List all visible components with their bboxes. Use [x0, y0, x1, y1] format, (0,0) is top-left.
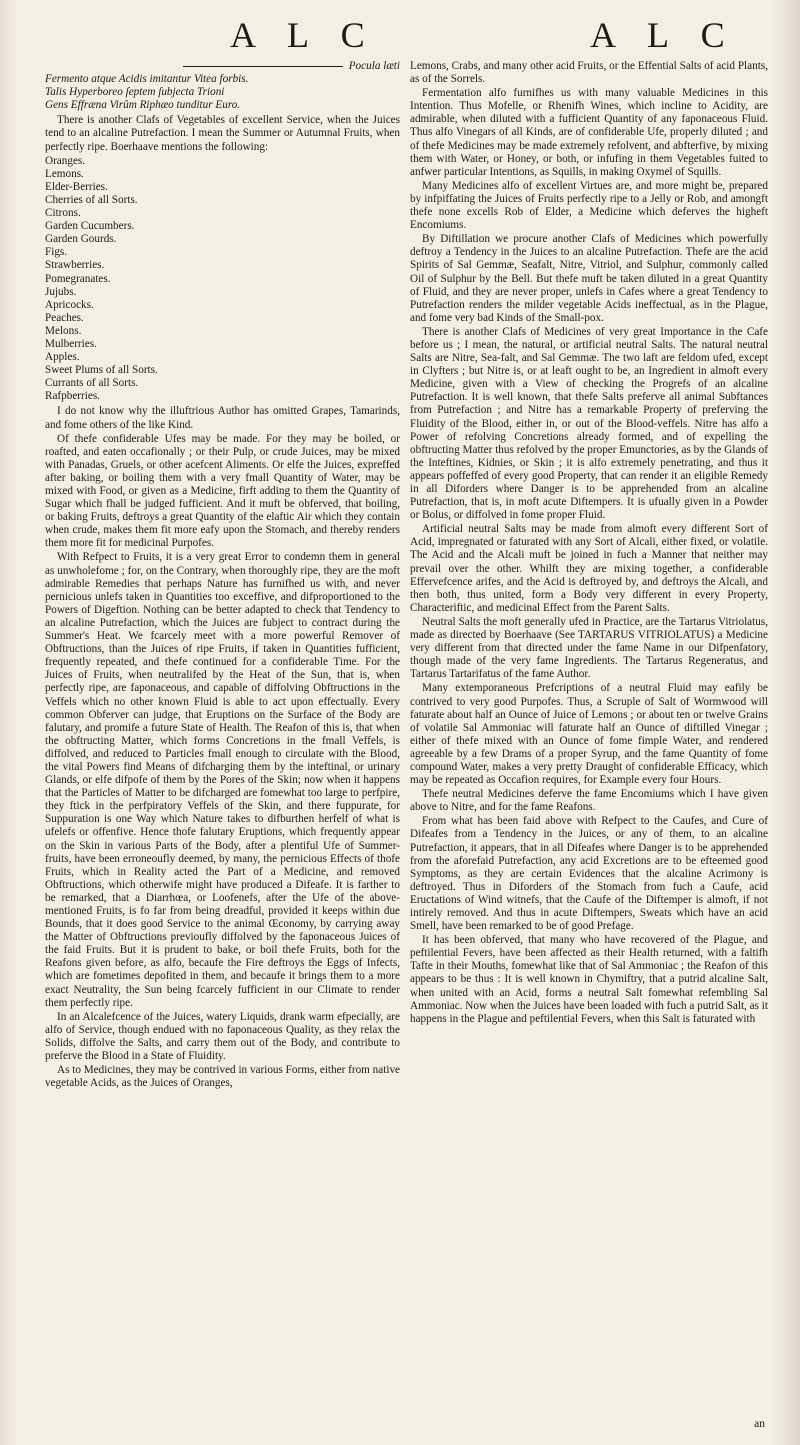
- header-left: A L C: [230, 15, 377, 55]
- paragraph: Thefe neutral Medicines deferve the fame Encomiums which I have given above to Nitre, and for the fame Reafons.: [410, 788, 768, 814]
- list-item: Currants of all Sorts.: [45, 377, 139, 390]
- catchword: an: [754, 1418, 765, 1430]
- list-item: Garden Cucumbers.: [45, 220, 135, 233]
- paragraph: Fermentation alfo furnifhes us with many valuable Medicines in this Intention. Thus Mofelle, or Rhenifh Wines, which incline to Acidity, are admirable, when diluted with a fufficient Quantity of any faponaceous Fluid. Thus alfo Vinegars of all Kinds, are of confiderable Ufe, properly diluted ; and of thefe Medicines may be made extremely refolvent, and abfterfive, by mixing them with Water, or Honey, or both, or infufing in them Vegetables fuited to anfwer particular Intentions, as Squills, in making Oxymel of Squills.: [410, 87, 768, 178]
- list-item: Apricocks.: [45, 298, 94, 311]
- list-item: Cherries of all Sorts.: [45, 193, 138, 206]
- paragraph: In an Alcalefcence of the Juices, watery Liquids, drank warm efpecially, are alfo of Service, though endued with no faponaceous Quality, as they relax the Solids, diffolve the Salts, and carry them out of the Body, and contribute to preferve the Blood in a State of Fluidity.: [45, 1010, 400, 1063]
- page-gutter-shadow: [0, 0, 18, 1445]
- paragraph: Artificial neutral Salts may be made from almoft every different Sort of Acid, impregnated or faturated with any Sort of Alcali, either fixed, or volatile. The Acid and the Alcali muft be joined in fuch a Manner that neither may prevail over the other. Whilft they are mixing together, a confiderable Effervefcence arifes, and the Acid is deftroyed by, and deftroys the Alcali, and then both, thus united, form a Body very different in every Property, Characteriftic, and medicinal Effect from the Parent Salts.: [410, 523, 768, 614]
- list-item: Melons.: [45, 324, 82, 337]
- verse-line: Gens Effræna Virûm Riphæo tunditur Euro.: [45, 99, 241, 112]
- list-item: Garden Gourds.: [45, 233, 117, 246]
- verse-line: Pocula læti: [45, 60, 400, 73]
- paragraph: There is another Clafs of Vegetables of excellent Service, when the Juices tend to an alcaline Putrefaction. I mean the Summer or Autumnal Fruits, when perfectly ripe. Boerhaave mentions the following:: [45, 114, 400, 153]
- verse-line: Fermento atque Acidis imitantur Vitea forbis.: [45, 73, 249, 86]
- paragraph: Of thefe confiderable Ufes may be made. For they may be boiled, or roafted, and eaten occafionally ; or their Pulp, or crude Juices, may be mixed with Panadas, Gruels, or other acefcent Aliments. Or elfe the Juices, expreffed after baking, or boiling them with a very fmall Quantity of Water, may be mixed with Food, or given as a Medicine, firft adding to them the Quantity of Sugar which fhall be judged fufficient. And it muft be obferved, that boiling, or baking Fruits, deftroys a great Quantity of the elaftic Air which they contain when crude, makes them fit more eafy upon the Stomach, and thereby renders them more fit for medicinal Purpofes.: [45, 432, 400, 550]
- list-item: Mulberries.: [45, 337, 97, 350]
- paragraph: Lemons, Crabs, and many other acid Fruits, or the Effential Salts of acid Plants, as of the Sorrels.: [410, 60, 768, 86]
- list-item: Elder-Berries.: [45, 180, 108, 193]
- list-item: Oranges.: [45, 154, 86, 167]
- paragraph: By Diftillation we procure another Clafs of Medicines which powerfully deftroy a Tendency in the Juices to an alcaline Putrefaction. Thefe are the acid Spirits of Sal Gemmæ, Seafalt, Nitre, Vitriol, and Sulphur, commonly called Oil of Sulphur by the Bell. But thefe muft be taken diluted in a great Quantity of Fluid, and they are never proper, unlefs in Cafes where a great Tendency to Putrefaction renders the milder vegetable Acids ineffectual, as in the Plague, and fome very bad Kinds of the Small-pox.: [410, 233, 768, 324]
- paragraph: Many Medicines alfo of excellent Virtues are, and more might be, prepared by infpiffating the Juices of Fruits perfectly ripe to a Jelly or Rob, and amongft thefe none excells Rob of Elder, a Medicine which deferves the higheft Encomiums.: [410, 179, 768, 232]
- page-edge-shadow: [772, 0, 800, 1445]
- list-item: Peaches.: [45, 311, 84, 324]
- list-item: Rafpberries.: [45, 390, 100, 403]
- paragraph: With Refpect to Fruits, it is a very great Error to condemn them in general as unwholefome ; for, on the Contrary, when thoroughly ripe, they are the moft admirable Remedies that perhaps Nature has furnifhed us with, and never pernicious unlefs taken in Quantities too exceffive, and difproportioned to the Powers of Digeftion. Nothing can be better adapted to check that Tendency to an alcaline Putrefaction, which the Juices are fubject to contract during the Summer's Heat. We fcarcely meet with a more powerful Remover of Obftructions, than the Juices of ripe Fruits, if taken in Quantities fufficient, frequently repeated, and thefe continued for a confiderable Time. For the Juices of Fruits, when neutralifed by the Heat of the Sun, that is, when perfectly ripe, are faponaceous, and capable of diffolving Obftructions in the Veffels which no other known Fluid is able to act upon effectually. Every common Obferver can judge, that Eruptions on the Surface of the Body are falutary, and promife a future State of Health. The Reafon of this is, that when the obftructing Matter, which forms Concretions in the fmall Veffels, is diffolved, and reduced to Particles fmall enough to circulate with the Blood, the vital Powers find Means of difcharging them by the inteftinal, or urinary Glands, or elfe difpofe of them by the Pores of the Skin; now when it happens that the Particles of Matter to be difcharged are fomewhat too large to perfpire, they ftick in the perfpiratory Veffels of the Skin, and there fuppurate, for Suppuration is one Way which Nature takes to difburthen herfelf of what is ufelefs or offenfive. Hence thofe falutary Eruptions, which frequently appear on the Skin in various Parts of the Body, after a plentiful Ufe of Summer-fruits, have been erroneoufly deemed, by many, the pernicious Effects of thofe Fruits, which in Reality acted the Part of a Medicine, and removed Obftructions, which otherwife might have produced a Difeafe. It is farther to be remarked, that a Diarrhœa, or Loofenefs, after the Ufe of the above-mentioned Fruits, is fo far from being dreadful, provided it keeps within due Bounds, that it does good Service to the animal Œconomy, by carrying away the Matter of Obftructions previoufly diffolved by the faponaceous Juices of the faid Fruits. But it is prudent to bake, or boil thefe Fruits, both for the Reafons given before, as alfo, becaufe the Fire deftroys the Eggs of Infects, which are fometimes depofited in them, and becaufe it brings them to a more exact Neutrality, the Sun being fcarcely fufficient in our Climate to render them perfectly ripe.: [45, 551, 400, 1009]
- paragraph: There is another Clafs of Medicines of very great Importance in the Cafe before us ; I mean, the natural, or artificial neutral Salts. The natural neutral Salts are Nitre, Sea-falt, and Sal Gemmæ. The two laft are feldom ufed, except in Clyfters ; but Nitre is, or at leaft ought to be, an Ingredient in almoft every Medicine, given with a View of checking the Progrefs of an alcaline Putrefaction. It is well known, that thefe Salts preferve all animal Subftances from Putrefaction ; and Nitre has a remarkable Property of preferving the Fluidity of the Blood, either in, or out of the Blood-veffels. Nitre has alfo a Power of refolving Concretions already formed, and of expelling the obftructing Matter thus refolved by the proper Emunctories, as by the Glands of the Inteftines, Kidnies, or Skin ; it is alfo extremely penetrating, and thus it appears poffeffed of every good Property, that can render it an eligible Remedy in all Diforders where Danger is to be apprehended from an alcaline Putrefaction, that is, in moft acute Diftempers. It is ufually given in a Powder or Bolus, or diffolved in fome proper Fluid.: [410, 325, 768, 522]
- list-item: Pomegranates.: [45, 272, 111, 285]
- paragraph: As to Medicines, they may be contrived in various Forms, either from native vegetable Acids, as the Juices of Oranges,: [45, 1064, 401, 1090]
- list-item: Lemons.: [45, 167, 84, 180]
- latin-verse: [45, 60, 400, 112]
- header-right: A L C: [590, 15, 737, 55]
- list-item: Citrons.: [45, 207, 81, 220]
- list-item: Jujubs.: [45, 285, 77, 298]
- paragraph: From what has been faid above with Refpect to the Caufes, and Cure of Difeafes from a Tendency in the Juices, or any of them, to an alcaline Putrefaction, it appears, that in all Difeafes where Danger is to be apprehended from the aforefaid Putrefaction, any acid Excretions are to be efteemed good Symptoms, as they are certain Evidences that the alcaline Acrimony is deftroyed. Thus in Diforders of the Stomach from fuch a Caufe, acid Eructations of Wind witnefs, that the Caufe of the Diftemper is almoft, if not intirely removed. And thus in acute Diftempers, Sweats which have an acid Smell, have been remarked to be of good Prefage.: [410, 815, 768, 933]
- list-item: Figs.: [45, 246, 68, 259]
- paragraph: Many extemporaneous Prefcriptions of a neutral Fluid may eafily be contrived to very good Purpofes. Thus, a Scruple of Salt of Wormwood will faturate about half an Ounce of Juice of Lemons ; or about ten or twelve Grains of volatile Sal Ammoniac will faturate half an Ounce of diftilled Vinegar ; either of thefe mixed with an Ounce of fome fimple Water, and rendered agreeable by a few Drams of a proper Syrup, and the fame Quantity of fome compound Water, makes a very pretty Draught of confiderable Efficacy, which may be repeated as Occafion requires, for Example every four Hours.: [410, 682, 768, 787]
- right-column: [410, 60, 768, 1027]
- paragraph: Neutral Salts the moft generally ufed in Practice, are the Tartarus Vitriolatus, made as directed by Boerhaave (See TARTARUS VITRIOLATUS) a Medicine very different from that directed under the fame Name in our Difpenfatory, though made of the very fame Ingredients. The Tartarus Regeneratus, and Tartarus Tartarifatus of the fame Author.: [410, 615, 768, 681]
- verse-line: Talis Hyperboreo ſeptem ſubjecta Trioni: [45, 86, 225, 99]
- list-item: Apples.: [45, 351, 80, 364]
- fruit-list: [45, 155, 400, 404]
- paragraph: I do not know why the illuftrious Author has omitted Grapes, Tamarinds, and fome others of the like Kind.: [45, 405, 400, 431]
- paragraph: It has been obferved, that many who have recovered of the Plague, and peftilential Fevers, have been affected as their Health returned, with a faltifh Tafte in their Mouths, fomewhat like that of Sal Ammoniac ; the Reafon of this appears to be thus : It is well known in Chymiftry, that a putrid alcaline Salt, when united with an Acid, forms a neutral Salt fomewhat refembling Sal Ammoniac. Now when the Juices have been loaded with fuch a putrid Salt, as it happens in the Plague and peftilential Fevers, when this Salt is faturated with: [410, 934, 768, 1025]
- left-column: [45, 60, 400, 1091]
- list-item: Strawberries.: [45, 259, 105, 272]
- running-header: [0, 14, 800, 58]
- list-item: Sweet Plums of all Sorts.: [45, 364, 158, 377]
